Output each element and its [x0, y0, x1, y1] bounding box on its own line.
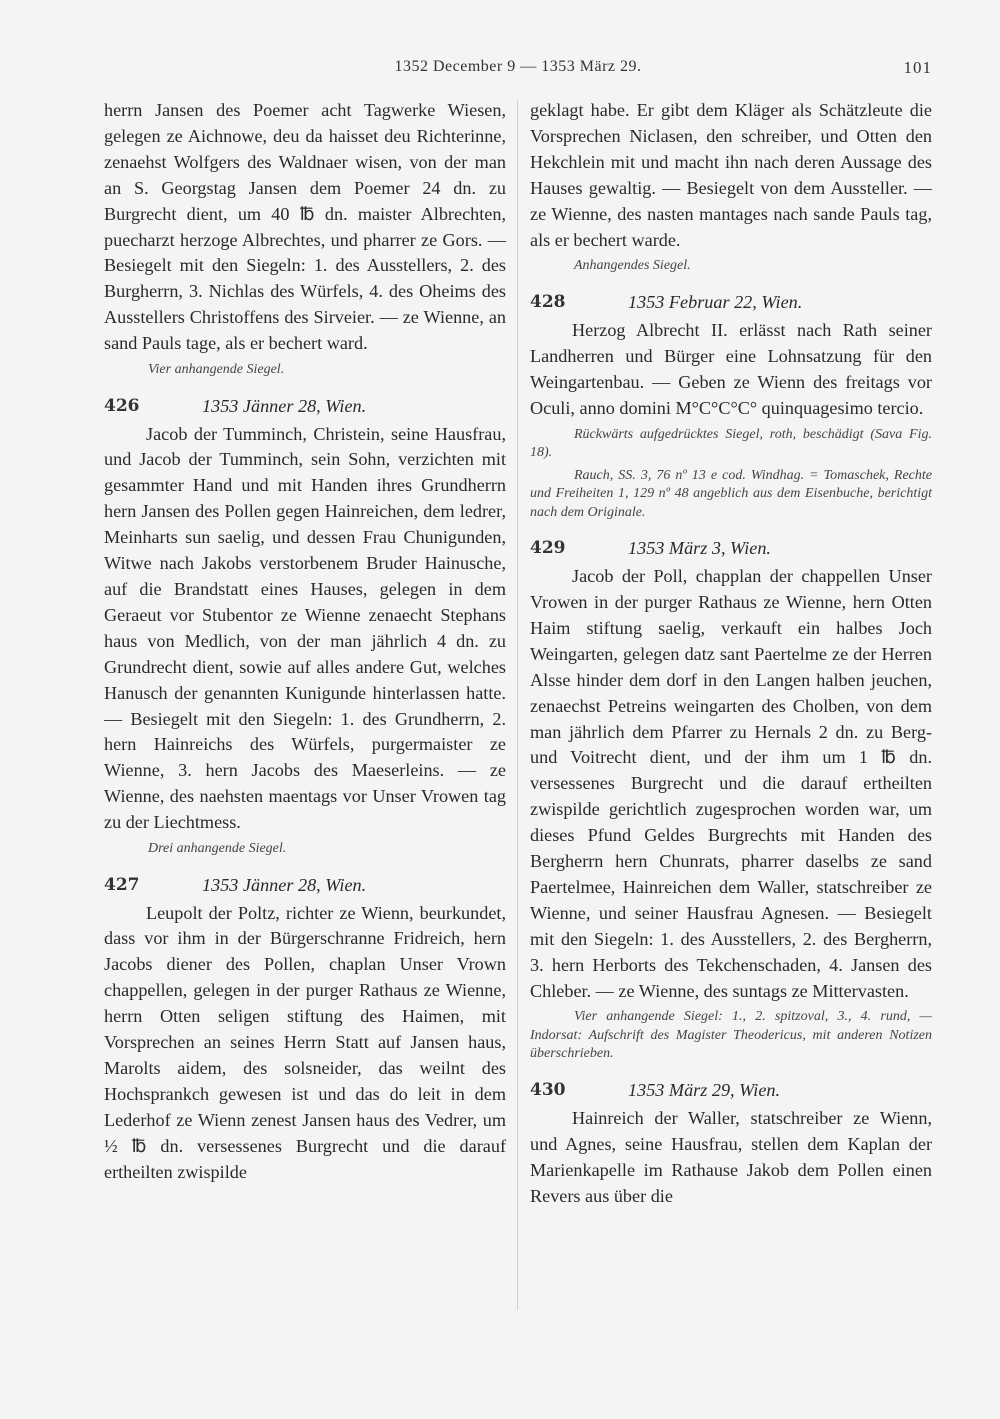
- entry-text: Jacob der Tumminch, Christein, seine Hausfrau, und Jacob der Tumminch, sein Sohn, verzichten mit gesammter Hand und mit Handen ihres Grundherrn hern Jansen des Pollen gegen Hainreichen, dem ledrer, Meinharts sun saelig, und dessen Frau Chunigunden, Witwe nach Jakobs verstorbenem Bruder Hainusche, auf die Brandstatt eines Hauses, gelegen in dem Geraeut vor Stubentor ze Wienne zenaecht Stephans haus von Medlich, von der man jährlich 4 dn. zu Grundrecht dient, sowie auf alles andere Gut, welches Hanusch der genannten Kunigunde hinterlassen hatte. — Besiegelt mit den Siegeln: 1. des Grundherrn, 2. hern Hainreichs des Würfels, purgermaister ze Wienne, 3. hern Jacobs des Maeserleins. — ze Wienne, des naehsten maentags vor Unser Vrowen tag zu der Liechtmess.: [104, 423, 506, 833]
- entry-heading: [530, 290, 932, 318]
- entry-heading: [104, 394, 506, 422]
- entry-number: 428: [530, 291, 566, 312]
- right-column: [530, 98, 932, 1210]
- entry-number: 429: [530, 538, 566, 559]
- entry-heading: [530, 536, 932, 564]
- left-column: [104, 98, 506, 1186]
- seal-note: Drei anhangende Siegel.: [148, 841, 287, 857]
- entry-date: 1353 März 29, Wien.: [628, 1079, 781, 1100]
- entry-heading: [104, 873, 506, 901]
- continued-text: herrn Jansen des Poemer acht Tagwerke Wiesen, gelegen ze Aichnowe, deu da haisset deu Richterinne, zenaehst Wolfgers des Waldnaer wisen, von der man an S. Georgstag Jansen dem Poemer 24 dn. zu Burgrecht dient, um 40 ℔ dn. maister Albrechten, puecharzt herzoge Albrechtes, und pharrer ze Gors. — Besiegelt mit den Siegeln: 1. des Ausstellers, 2. des Burgherrn, 3. Nichlas des Würfels, 4. des Oheims des Ausstellers Christoffens des Sirveier. — ze Wienne, an sand Pauls tage, als er bechert ward.: [104, 100, 506, 354]
- reference-note: Rauch, SS. 3, 76 nº 13 e cod. Windhag. = Tomaschek, Rechte und Freiheiten 1, 129 nº 48 angeblich aus dem Eisenbuche, berichtigt nach dem Originale.: [530, 467, 932, 520]
- entry-date: 1353 März 3, Wien.: [628, 538, 771, 559]
- column-divider: [517, 100, 518, 1310]
- header-title: 1352 December 9 — 1353 März 29.: [394, 58, 642, 75]
- entry-text: Herzog Albrecht II. erlässt nach Rath seiner Landherren und Bürger eine Lohnsatzung für den Weingartenbau. — Geben ze Wienn des freitags vor Oculi, anno domini M°C°C°C° quinquagesimo tercio.: [530, 319, 932, 418]
- entry-number: 430: [530, 1079, 566, 1100]
- seal-note: Vier anhangende Siegel: 1., 2. spitzoval, 3., 4. rund, — Indorsat: Aufschrift des Magister Theodericus, mit anderen Notizen überschrieben.: [530, 1009, 932, 1062]
- entry-date: 1353 Jänner 28, Wien.: [202, 395, 367, 416]
- entry-number: 427: [104, 874, 140, 895]
- seal-note: Rückwärts aufgedrücktes Siegel, roth, beschädigt (Sava Fig. 18).: [530, 426, 932, 461]
- entry-text: Leupolt der Poltz, richter ze Wienn, beurkundet, dass vor ihm in der Bürgerschranne Fridreich, hern Jacobs diener des Pollen, chaplan Unser Vrown chappellen, gelegen in der purger Rathaus ze Wienne, herrn Otten seligen stiftung des Haimen, mit Vorsprechen an seines Herrn Statt auf Jansen haus, Marolts aidem, des solsneider, das weilnt des Hochsprankch gewesen ist und das do leit in dem Lederhof ze Wienn zenest Jansen haus des Vedrer, um ½ ℔ dn. versessenes Burgrecht und die darauf ertheilten zwispilde: [104, 902, 506, 1182]
- entry-text: Jacob der Poll, chapplan der chappellen Unser Vrowen in der purger Rathaus ze Wienne, hern Otten Haim stiftung saelig, verkauft ein halbes Joch Weingarten, gelegen datz sant Paertelme ze der Herren Alsse hinder dem dorf in den Langen halben jeuchen, zenaechst Petreins weingarten des Cholben, von dem man jährlich dem Pfarrer zu Hernals 2 dn. zu Berg- und Voitrecht dient, und der ihm um 1 ℔ dn. versessenes Burgrecht und die darauf ertheilten zwispilde gerichtlich zugesprochen worden war, um dieses Pfund Geldes Burgrechts mit Handen des Bergherrn hern Chunrats, pharrer daselbs ze sand Paertelmee, Hainreichen dem Waller, statschreiber ze Wienne, und seiner Hausfrau Agnesen. — Besiegelt mit den Siegeln: 1. des Ausstellers, 2. des Bergherrn, 3. hern Herborts des Tekchenschaden, 4. Jansen des Chleber. — ze Wienne, des suntags ze Mittervasten.: [530, 566, 932, 1001]
- entry-date: 1353 Februar 22, Wien.: [628, 291, 803, 312]
- page-number: 101: [903, 58, 932, 77]
- continued-text: geklagt habe. Er gibt dem Kläger als Schätzleute die Vorsprechen Niclasen, den schreiber, und Otten den Hekchlein mit und macht ihn nach deren Aussage des Hauses gewaltig. — Besiegelt von dem Aussteller. — ze Wienne, des nasten mantages nach sande Pauls tag, als er bechert warde.: [530, 100, 932, 250]
- entry-text: Hainreich der Waller, statschreiber ze Wienn, und Agnes, seine Hausfrau, stellen dem Kaplan der Marienkapelle im Rathause Jakob dem Pollen einen Revers aus über die: [530, 1107, 932, 1206]
- seal-note: Anhangendes Siegel.: [574, 258, 691, 274]
- running-header: [104, 58, 932, 82]
- seal-note: Vier anhangende Siegel.: [148, 362, 285, 378]
- entry-number: 426: [104, 395, 140, 416]
- entry-heading: [530, 1078, 932, 1106]
- entry-date: 1353 Jänner 28, Wien.: [202, 874, 367, 895]
